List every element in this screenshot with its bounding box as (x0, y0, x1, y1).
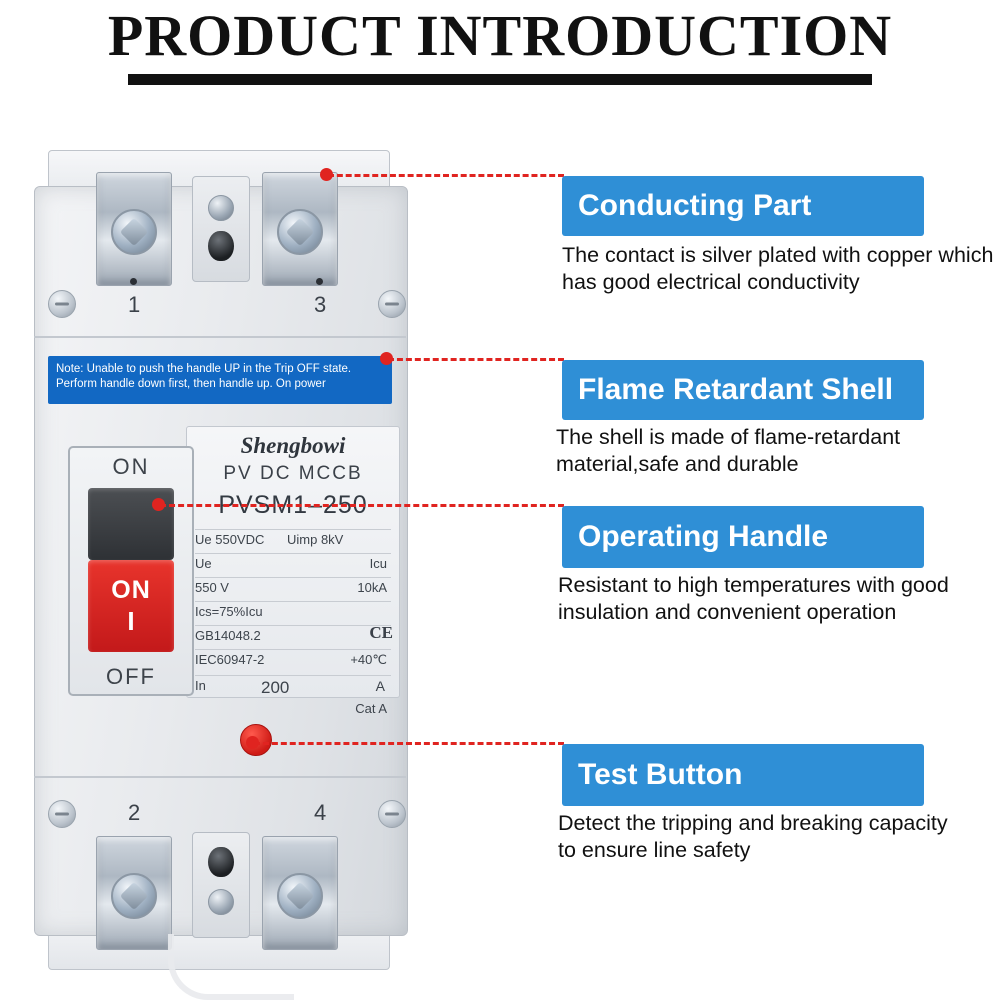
model-number: PVSM1–250 (218, 491, 368, 519)
callout-title-operating-handle: Operating Handle (562, 506, 924, 568)
callout-body-conducting-part: The contact is silver plated with copper which has good electrical conductivity (562, 243, 994, 294)
product-type: PV DC MCCB (223, 463, 363, 484)
center-hole (208, 847, 234, 877)
spec-right: 10kA (357, 580, 387, 595)
callout-body-operating-handle: Resistant to high temperatures with good insulation and convenient operation (558, 573, 949, 624)
center-pocket-top (192, 176, 250, 282)
terminal-lug-top-right (262, 172, 338, 286)
pole-number-2: 2 (128, 800, 141, 825)
category-row (195, 699, 391, 716)
pole-number-4: 4 (314, 800, 327, 825)
callout-title-flame-retardant-shell: Flame Retardant Shell (562, 360, 924, 420)
leader-line-operating-handle (160, 504, 564, 507)
screw-icon (378, 290, 406, 318)
shell-divider-top (34, 336, 406, 338)
handle-off-label: OFF (106, 664, 156, 689)
leader-line-conducting-part (328, 174, 564, 177)
circuit-breaker-illustration (18, 150, 418, 970)
spec-left: Ics=75%Icu (195, 604, 263, 619)
spec-right: Icu (369, 556, 387, 571)
rated-current-row (195, 675, 391, 697)
note-line-2: Perform handle down first, then handle up. On power (56, 378, 326, 390)
title-underline-rule (128, 74, 872, 85)
spec-left: Ue 550VDC (195, 532, 265, 547)
pole-marker-dot (316, 278, 323, 285)
connection-wire (168, 934, 294, 1000)
center-pocket-bottom (192, 832, 250, 938)
screw-icon (208, 195, 234, 221)
callout-title-test-button: Test Button (562, 744, 924, 806)
warning-note-label (48, 356, 392, 404)
leader-line-test-button (254, 742, 564, 745)
note-line-1: Note: Unable to push the handle UP in the Trip OFF state. (56, 363, 352, 375)
callout-title-conducting-part: Conducting Part (562, 176, 924, 236)
category-label: Cat A (355, 701, 387, 716)
handle-red-lever[interactable] (88, 560, 174, 652)
screw-icon (208, 889, 234, 915)
handle-on-label: ON (112, 454, 150, 479)
spec-row (195, 529, 391, 547)
leader-dot-conducting-part (320, 168, 333, 181)
operating-handle-assembly[interactable] (68, 446, 194, 696)
spec-left: Ue (195, 556, 212, 571)
rated-current-value: 200 (261, 678, 290, 697)
screw-icon (48, 290, 76, 318)
terminal-lug-bottom-right (262, 836, 338, 950)
terminal-lug-bottom-left (96, 836, 172, 950)
handle-lever-on-text: ON (111, 576, 151, 604)
screw-icon (48, 800, 76, 828)
leader-dot-flame-retardant-shell (380, 352, 393, 365)
product-nameplate (186, 426, 400, 716)
center-hole (208, 231, 234, 261)
pole-marker-dot (130, 278, 137, 285)
leader-dot-test-button (246, 736, 259, 749)
leader-line-flame-retardant-shell (388, 358, 564, 361)
page-title: PRODUCT INTRODUCTION (107, 3, 893, 68)
spec-right: Uimp 8kV (287, 532, 344, 547)
terminal-lug-top-left (96, 172, 172, 286)
spec-right: +40℃ (350, 652, 387, 667)
rated-current-unit: A (375, 678, 385, 694)
spec-row (195, 649, 391, 667)
handle-lever-bar-icon: I (127, 606, 135, 636)
screw-icon (277, 209, 323, 255)
screw-icon (378, 800, 406, 828)
screw-icon (111, 873, 157, 919)
spec-left: IEC60947-2 (195, 652, 265, 667)
shell-divider-bottom (34, 776, 406, 778)
spec-row (195, 553, 391, 571)
screw-icon (111, 209, 157, 255)
callout-body-test-button: Detect the tripping and breaking capacity to ensure line safety (558, 811, 948, 862)
spec-row (195, 601, 391, 619)
rated-current-label: In (195, 678, 206, 693)
ce-mark: CE (369, 623, 393, 642)
spec-left: GB14048.2 (195, 628, 261, 643)
spec-left: 550 V (195, 580, 229, 595)
brand-name: Shengbowi (240, 433, 346, 458)
callout-body-flame-retardant-shell: The shell is made of flame-retardant material,safe and durable (556, 425, 901, 476)
screw-icon (277, 873, 323, 919)
pole-number-3: 3 (314, 292, 327, 317)
leader-dot-operating-handle (152, 498, 165, 511)
pole-number-1: 1 (128, 292, 141, 317)
spec-row (195, 577, 391, 595)
